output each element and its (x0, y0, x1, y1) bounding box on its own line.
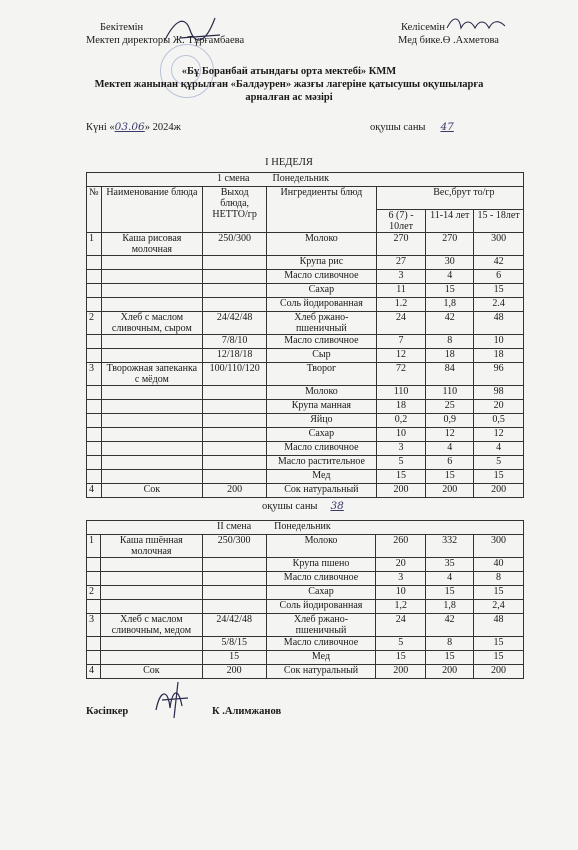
table1-row (87, 312, 524, 335)
footer-name: К .Алимжанов (212, 706, 282, 717)
cell-yield: 250/300 (203, 233, 267, 256)
cell-dish (101, 456, 203, 470)
cell-num: 1 (87, 535, 101, 558)
cell-age1: 200 (376, 484, 426, 498)
cell-ingredient: Молоко (266, 535, 376, 558)
cell-dish: Хлеб с маслом сливочным, медом (100, 614, 202, 637)
cell-age1: 10 (376, 428, 426, 442)
cell-age1: 12 (376, 349, 426, 363)
cell-ingredient: Молоко (267, 386, 377, 400)
cell-yield (202, 600, 266, 614)
cell-ingredient: Сахар (267, 428, 377, 442)
cell-num (87, 284, 102, 298)
table2-row (87, 665, 524, 679)
cell-age1: 1,2 (376, 600, 426, 614)
cell-num (87, 637, 101, 651)
cell-ingredient: Мед (266, 651, 376, 665)
cell-num: 3 (87, 614, 101, 637)
cell-age2: 4 (426, 572, 474, 586)
shift1-header (87, 173, 524, 187)
cell-age1: 7 (376, 335, 426, 349)
cell-age2: 1,8 (426, 600, 474, 614)
cell-num (87, 572, 101, 586)
date-value: 03.06 (114, 121, 145, 133)
col-yield-header: Выход блюда, НЕТТО/гр (203, 187, 267, 233)
cell-dish: Каша рисовая молочная (101, 233, 203, 256)
cell-num (87, 558, 101, 572)
cell-yield (203, 470, 267, 484)
shift1-label: 1 смена (217, 173, 250, 184)
students2-count (262, 500, 354, 513)
cell-age2: 84 (426, 363, 474, 386)
table2-row (87, 586, 524, 600)
cell-yield (203, 414, 267, 428)
cell-ingredient: Хлеб ржано-пшеничный (266, 614, 376, 637)
table1-row (87, 428, 524, 442)
cell-num (87, 270, 102, 284)
cell-age2: 4 (426, 442, 474, 456)
cell-dish (101, 349, 203, 363)
cell-age3: 15 (474, 586, 524, 600)
cell-age3: 4 (474, 442, 524, 456)
cell-age3: 15 (474, 284, 524, 298)
cell-yield: 200 (203, 484, 267, 498)
cell-dish (100, 572, 202, 586)
cell-age3: 5 (474, 456, 524, 470)
table2-row (87, 572, 524, 586)
footer-label: Кәсіпкер (86, 706, 129, 717)
cell-age2: 25 (426, 400, 474, 414)
entrepreneur-signature-icon (148, 680, 198, 720)
cell-age1: 5 (376, 456, 426, 470)
cell-dish (101, 335, 203, 349)
cell-ingredient: Масло растительное (267, 456, 377, 470)
cell-age2: 332 (426, 535, 474, 558)
cell-yield (203, 270, 267, 284)
cell-age2: 8 (426, 637, 474, 651)
cell-age1: 10 (376, 586, 426, 600)
cell-age3: 10 (474, 335, 524, 349)
cell-ingredient: Сок натуральный (267, 484, 377, 498)
cell-dish (100, 586, 202, 600)
cell-age2: 110 (426, 386, 474, 400)
cell-age2: 200 (426, 484, 474, 498)
cell-ingredient: Мед (267, 470, 377, 484)
date-suffix: » 2024ж (144, 122, 181, 133)
table1-row (87, 456, 524, 470)
cell-age3: 8 (474, 572, 524, 586)
table1-row (87, 414, 524, 428)
cell-yield: 250/300 (202, 535, 266, 558)
cell-age3: 42 (474, 256, 524, 270)
cell-age2: 30 (426, 256, 474, 270)
cell-num (87, 428, 102, 442)
cell-ingredient: Яйцо (267, 414, 377, 428)
cell-yield: 12/18/18 (203, 349, 267, 363)
col-dish-header: Наименование блюда (101, 187, 203, 233)
table2-row (87, 651, 524, 665)
cell-age1: 5 (376, 637, 426, 651)
shift2-header (87, 521, 524, 535)
shift2-day: Понедельник (274, 521, 331, 532)
cell-yield (203, 256, 267, 270)
cell-num (87, 298, 102, 312)
cell-age2: 12 (426, 428, 474, 442)
cell-age3: 18 (474, 349, 524, 363)
cell-dish (101, 470, 203, 484)
cell-num: 3 (87, 363, 102, 386)
cell-ingredient: Молоко (267, 233, 377, 256)
cell-age3: 20 (474, 400, 524, 414)
table1-row (87, 284, 524, 298)
week-label: I НЕДЕЛЯ (265, 157, 313, 168)
cell-age1: 27 (376, 256, 426, 270)
cell-dish (101, 298, 203, 312)
cell-dish (100, 600, 202, 614)
shift2-label: II смена (217, 521, 252, 532)
table2-row (87, 535, 524, 558)
cell-yield: 100/110/120 (203, 363, 267, 386)
cell-dish: Творожная запеканка с мёдом (101, 363, 203, 386)
cell-num: 2 (87, 312, 102, 335)
cell-yield (203, 400, 267, 414)
cell-age1: 3 (376, 572, 426, 586)
students-label: оқушы саны (370, 122, 426, 133)
shift1-day: Понедельник (272, 173, 330, 184)
cell-dish: Каша пшённая молочная (100, 535, 202, 558)
table1-row (87, 442, 524, 456)
cell-age1: 24 (376, 614, 426, 637)
col-age3-header: 15 - 18лет (474, 210, 524, 233)
cell-dish (101, 270, 203, 284)
cell-age1: 0,2 (376, 414, 426, 428)
table2-row (87, 614, 524, 637)
menu-table-shift1 (86, 172, 524, 498)
cell-num (87, 470, 102, 484)
cell-age3: 48 (474, 312, 524, 335)
cell-age3: 15 (474, 637, 524, 651)
cell-yield: 200 (202, 665, 266, 679)
cell-dish (101, 256, 203, 270)
table2-row (87, 637, 524, 651)
table2-row (87, 600, 524, 614)
cell-ingredient: Сахар (267, 284, 377, 298)
cell-ingredient: Творог (267, 363, 377, 386)
cell-age3: 15 (474, 651, 524, 665)
cell-yield: 24/42/48 (203, 312, 267, 335)
cell-num (87, 456, 102, 470)
students-count (370, 121, 466, 134)
cell-age3: 98 (474, 386, 524, 400)
cell-age1: 110 (376, 386, 426, 400)
cell-dish (100, 558, 202, 572)
table2-row (87, 558, 524, 572)
cell-num: 4 (87, 484, 102, 498)
cell-ingredient: Сыр (267, 349, 377, 363)
cell-age1: 270 (376, 233, 426, 256)
cell-num: 2 (87, 586, 101, 600)
cell-yield (202, 558, 266, 572)
cell-ingredient: Крупа манная (267, 400, 377, 414)
cell-age2: 18 (426, 349, 474, 363)
cell-num (87, 442, 102, 456)
cell-num: 4 (87, 665, 101, 679)
cell-ingredient: Сок натуральный (266, 665, 376, 679)
cell-age1: 20 (376, 558, 426, 572)
cell-age3: 2.4 (474, 298, 524, 312)
menu-table-shift2 (86, 520, 524, 679)
cell-age3: 0,5 (474, 414, 524, 428)
approve-right: Келісемін (401, 22, 446, 33)
cell-yield (202, 572, 266, 586)
table1-row (87, 470, 524, 484)
cell-yield: 5/8/15 (202, 637, 266, 651)
cell-age3: 15 (474, 470, 524, 484)
cell-age3: 96 (474, 363, 524, 386)
cell-dish (101, 442, 203, 456)
director-name: Мектеп директоры Ж. Тұрғамбаева (86, 35, 245, 46)
cell-age2: 42 (426, 312, 474, 335)
cell-dish (101, 428, 203, 442)
cell-ingredient: Сахар (266, 586, 376, 600)
cell-yield: 15 (202, 651, 266, 665)
cell-num (87, 414, 102, 428)
cell-age3: 2,4 (474, 600, 524, 614)
table1-row (87, 400, 524, 414)
cell-ingredient: Соль йодированная (267, 298, 377, 312)
cell-num (87, 256, 102, 270)
cell-dish (100, 637, 202, 651)
director-signature-icon (160, 10, 230, 50)
cell-yield (203, 386, 267, 400)
cell-age3: 48 (474, 614, 524, 637)
cell-dish: Сок (101, 484, 203, 498)
cell-dish: Хлеб с маслом сливочным, сыром (101, 312, 203, 335)
cell-yield (202, 586, 266, 600)
cell-age2: 15 (426, 284, 474, 298)
table1-row (87, 233, 524, 256)
cell-dish (101, 400, 203, 414)
cell-dish: Сок (100, 665, 202, 679)
cell-yield: 24/42/48 (202, 614, 266, 637)
cell-ingredient: Соль йодированная (266, 600, 376, 614)
cell-ingredient: Масло сливочное (266, 572, 376, 586)
cell-age3: 200 (474, 665, 524, 679)
table1-row (87, 335, 524, 349)
cell-dish (100, 651, 202, 665)
nurse-name: Мед бике.Ө .Ахметова (398, 35, 499, 46)
cell-num (87, 386, 102, 400)
cell-age1: 15 (376, 470, 426, 484)
table1-row (87, 349, 524, 363)
title-line1: Мектеп жанынан құрылған «Балдәурен» жазғы лагеріне қатысушы оқушыларға (94, 79, 484, 90)
cell-num (87, 651, 101, 665)
cell-age2: 0,9 (426, 414, 474, 428)
cell-num (87, 335, 102, 349)
cell-age2: 15 (426, 586, 474, 600)
cell-yield (203, 298, 267, 312)
table1-row (87, 270, 524, 284)
cell-age2: 42 (426, 614, 474, 637)
cell-ingredient: Крупа рис (267, 256, 377, 270)
cell-age1: 3 (376, 270, 426, 284)
cell-age1: 200 (376, 665, 426, 679)
cell-age3: 300 (474, 535, 524, 558)
cell-ingredient: Хлеб ржано-пшеничный (267, 312, 377, 335)
cell-age2: 200 (426, 665, 474, 679)
cell-age2: 15 (426, 651, 474, 665)
cell-num: 1 (87, 233, 102, 256)
cell-age3: 200 (474, 484, 524, 498)
date-prefix: Күні « (86, 122, 115, 133)
cell-num (87, 400, 102, 414)
cell-age1: 18 (376, 400, 426, 414)
table1-row (87, 298, 524, 312)
cell-ingredient: Масло сливочное (267, 442, 377, 456)
col-num-header: № (87, 187, 102, 233)
cell-age2: 1,8 (426, 298, 474, 312)
table1-row (87, 484, 524, 498)
cell-age2: 6 (426, 456, 474, 470)
cell-age2: 8 (426, 335, 474, 349)
cell-age2: 15 (426, 470, 474, 484)
table1-row (87, 386, 524, 400)
cell-dish (101, 414, 203, 428)
col-weight-header: Вес,брут то/гр (376, 187, 523, 210)
cell-age3: 6 (474, 270, 524, 284)
cell-yield (203, 428, 267, 442)
nurse-signature-icon (445, 14, 515, 36)
cell-age2: 4 (426, 270, 474, 284)
cell-age1: 260 (376, 535, 426, 558)
cell-age1: 72 (376, 363, 426, 386)
col-ingredients-header: Ингредиенты блюд (267, 187, 377, 233)
table1-row (87, 256, 524, 270)
cell-age3: 300 (474, 233, 524, 256)
cell-dish (101, 386, 203, 400)
date-line (86, 121, 181, 134)
cell-age1: 1.2 (376, 298, 426, 312)
cell-age1: 3 (376, 442, 426, 456)
cell-ingredient: Масло сливочное (267, 335, 377, 349)
students2-label: оқушы саны (262, 501, 318, 512)
students-value: 47 (440, 121, 454, 133)
title-line2: арналған ас мәзірі (245, 92, 333, 103)
col-age2-header: 11-14 лет (426, 210, 474, 233)
cell-ingredient: Масло сливочное (266, 637, 376, 651)
cell-yield (203, 456, 267, 470)
school-name: «Бұ Боранбай атындағы орта мектебі» КММ (181, 66, 397, 77)
cell-dish (101, 284, 203, 298)
students2-value: 38 (330, 500, 344, 512)
cell-age3: 40 (474, 558, 524, 572)
cell-age2: 35 (426, 558, 474, 572)
cell-age1: 24 (376, 312, 426, 335)
col-age1-header: 6 (7) - 10лет (376, 210, 426, 233)
cell-age1: 15 (376, 651, 426, 665)
cell-yield (203, 442, 267, 456)
table1-row (87, 363, 524, 386)
approve-left: Бекітемін (100, 22, 144, 33)
cell-yield (203, 284, 267, 298)
cell-ingredient: Масло сливочное (267, 270, 377, 284)
cell-age2: 270 (426, 233, 474, 256)
cell-age3: 12 (474, 428, 524, 442)
cell-ingredient: Крупа пшено (266, 558, 376, 572)
cell-age1: 11 (376, 284, 426, 298)
cell-num (87, 349, 102, 363)
cell-yield: 7/8/10 (203, 335, 267, 349)
cell-num (87, 600, 101, 614)
